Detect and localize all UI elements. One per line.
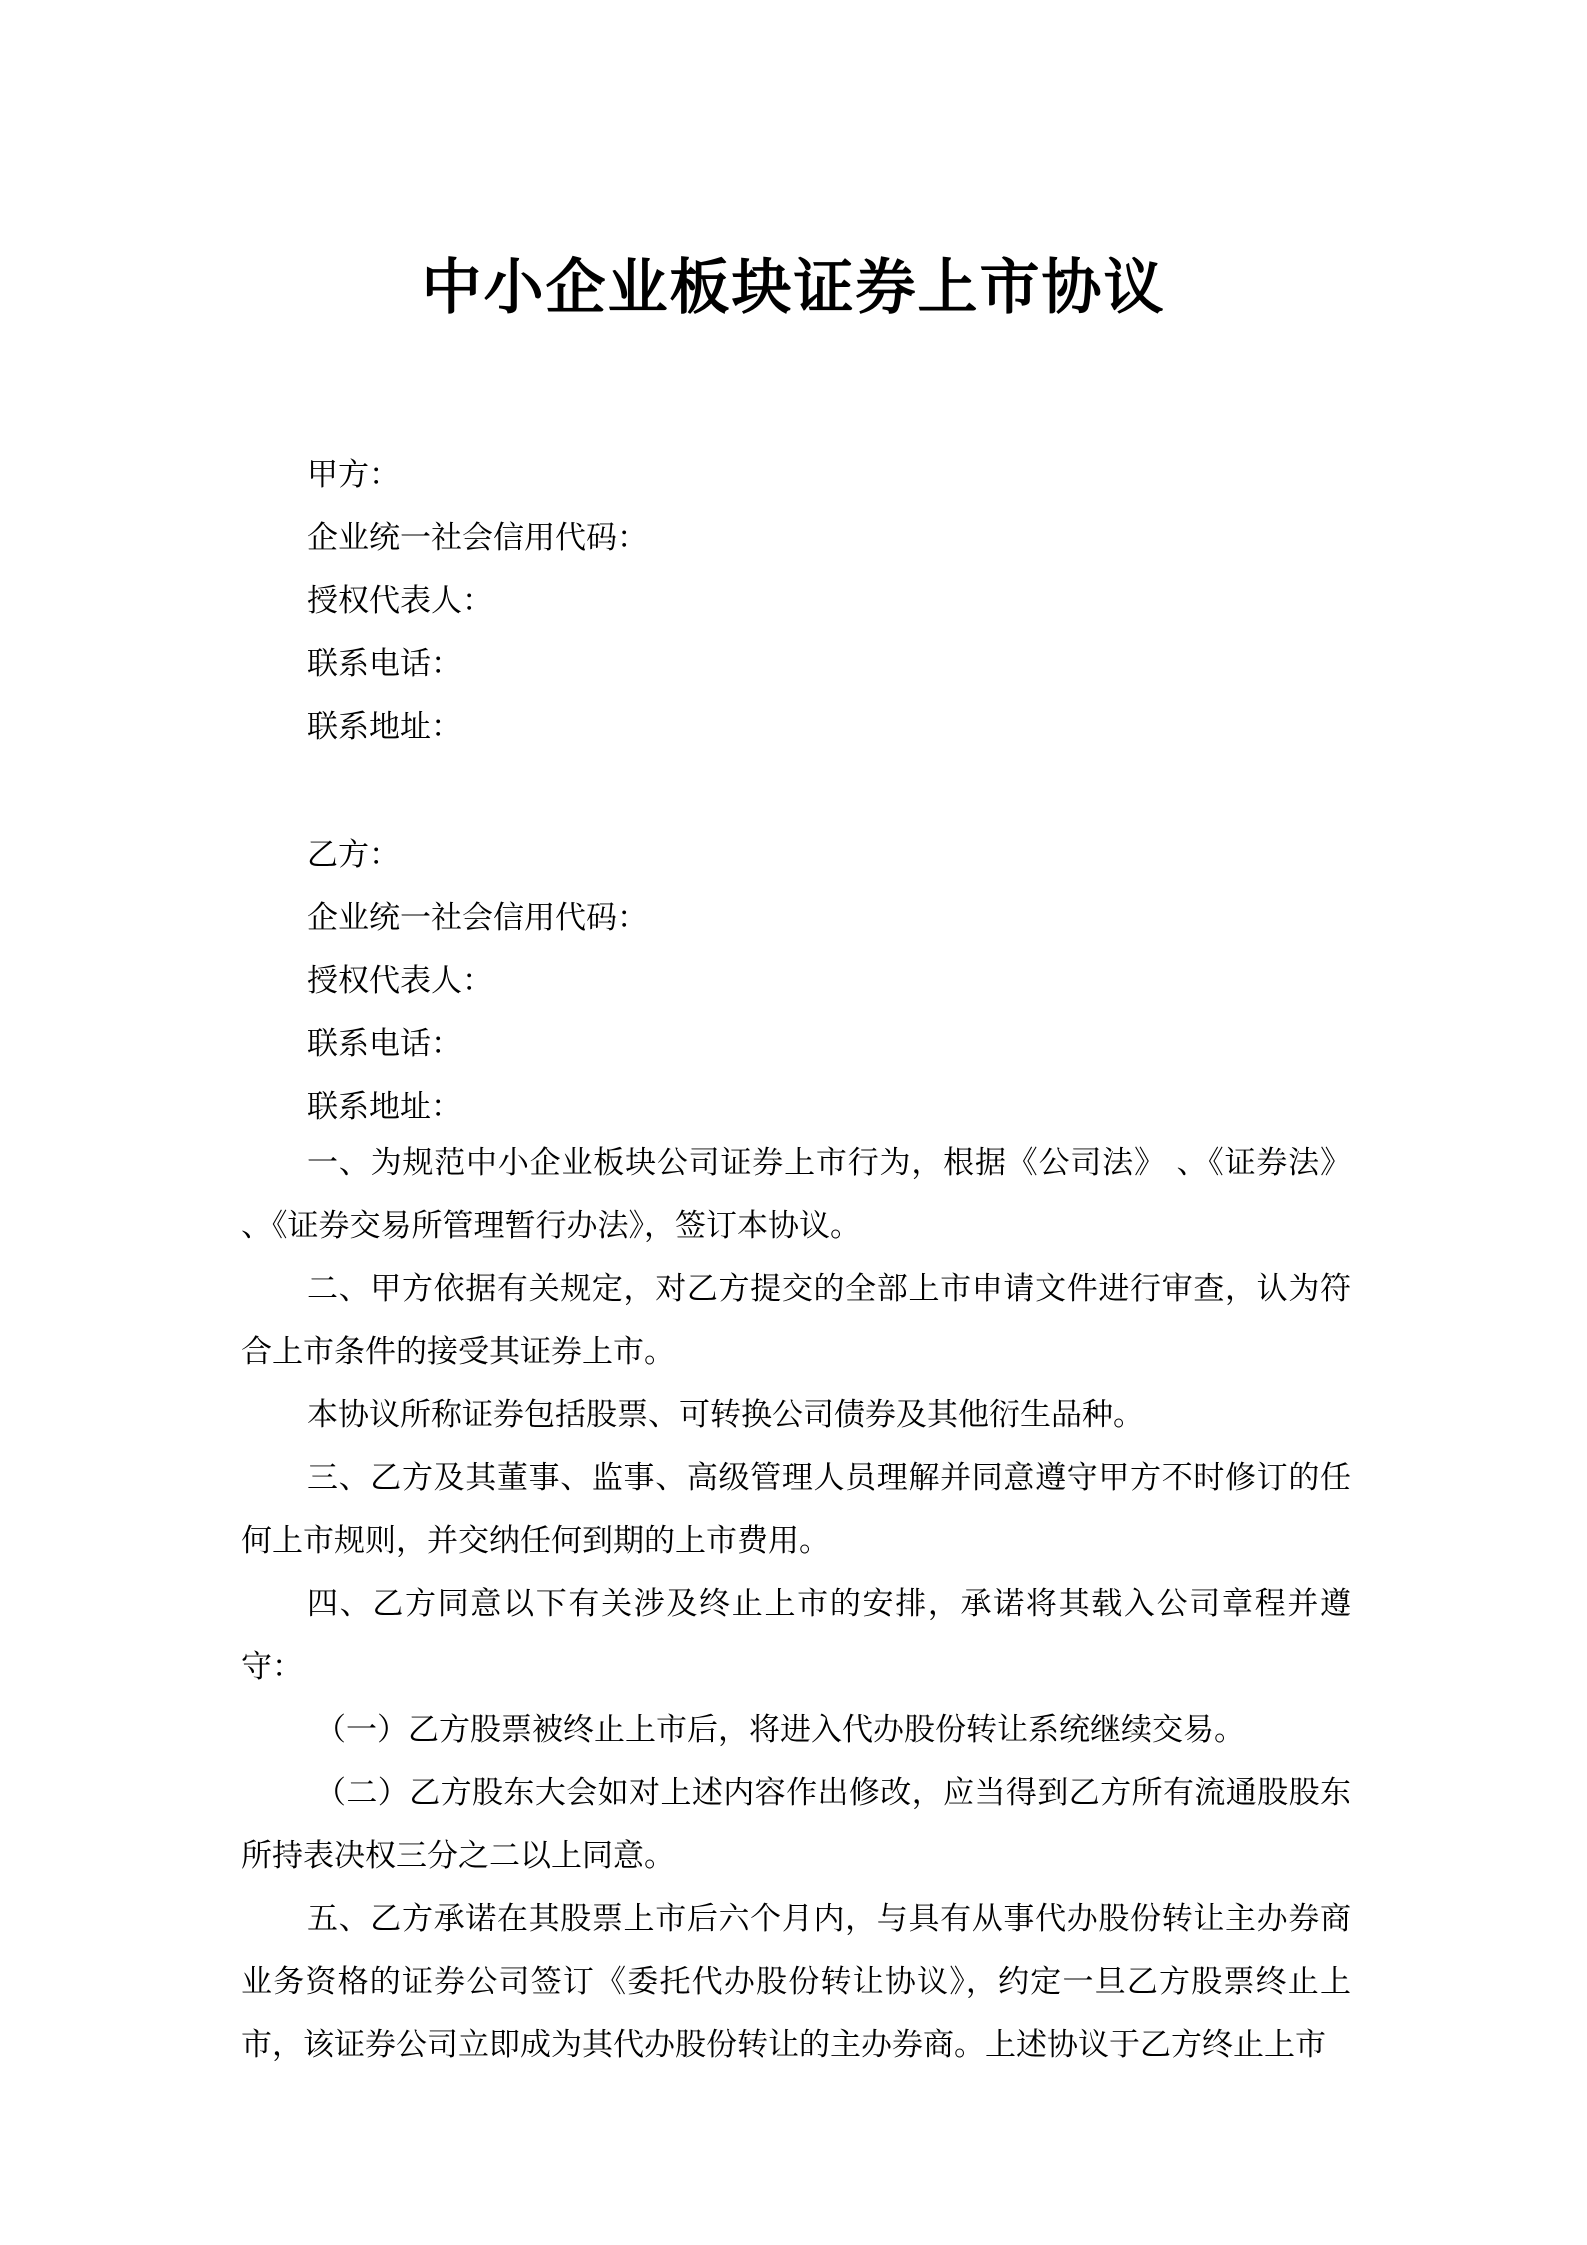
clause-1: 一、为规范中小企业板块公司证券上市行为，根据《公司法》 、《证券法》 、《证券交易所管理暂行办法》，签订本协议。 <box>241 1145 1351 1244</box>
clause-2: 二、甲方依据有关规定，对乙方提交的全部上市申请文件进行审查，认为符合上市条件的接受其证券上市。 <box>241 1271 1351 1370</box>
party-b-phone: 联系电话： <box>307 1026 462 1062</box>
clause-5: 五、乙方承诺在其股票上市后六个月内，与具有从事代办股份转让主办券商业务资格的证券公司签订《委托代办股份转让协议》，约定一旦乙方股票终止上市，该证券公司立即成为其代办股份转让的主办券商。上述协议于乙方终止上市 <box>241 1901 1351 2063</box>
party-b-representative: 授权代表人： <box>307 963 493 999</box>
party-a-info <box>307 444 1357 759</box>
clause-3: 三、乙方及其董事、监事、高级管理人员理解并同意遵守甲方不时修订的任何上市规则，并交纳任何到期的上市费用。 <box>241 1460 1351 1559</box>
agreement-body <box>241 1132 1351 2077</box>
clause-2-note: 本协议所称证券包括股票、可转换公司债券及其他衍生品种。 <box>307 1397 1144 1433</box>
party-a-address: 联系地址： <box>307 709 462 745</box>
document-title: 中小企业板块证券上市协议 <box>421 253 1166 323</box>
party-b-address: 联系地址： <box>307 1089 462 1125</box>
clause-4: 四、乙方同意以下有关涉及终止上市的安排，承诺将其载入公司章程并遵守： <box>241 1586 1351 1685</box>
party-a-label: 甲方： <box>307 457 400 493</box>
party-a-representative: 授权代表人： <box>307 583 493 619</box>
party-b-label: 乙方： <box>307 837 400 873</box>
party-b-info <box>307 824 1357 1139</box>
clause-4-item-1: （一）乙方股票被终止上市后，将进入代办股份转让系统继续交易。 <box>315 1712 1245 1748</box>
party-b-credit-code: 企业统一社会信用代码： <box>307 900 648 936</box>
party-a-phone: 联系电话： <box>307 646 462 682</box>
clause-4-item-2: （二）乙方股东大会如对上述内容作出修改，应当得到乙方所有流通股股东所持表决权三分之二以上同意。 <box>241 1775 1351 1874</box>
party-a-credit-code: 企业统一社会信用代码： <box>307 520 648 556</box>
